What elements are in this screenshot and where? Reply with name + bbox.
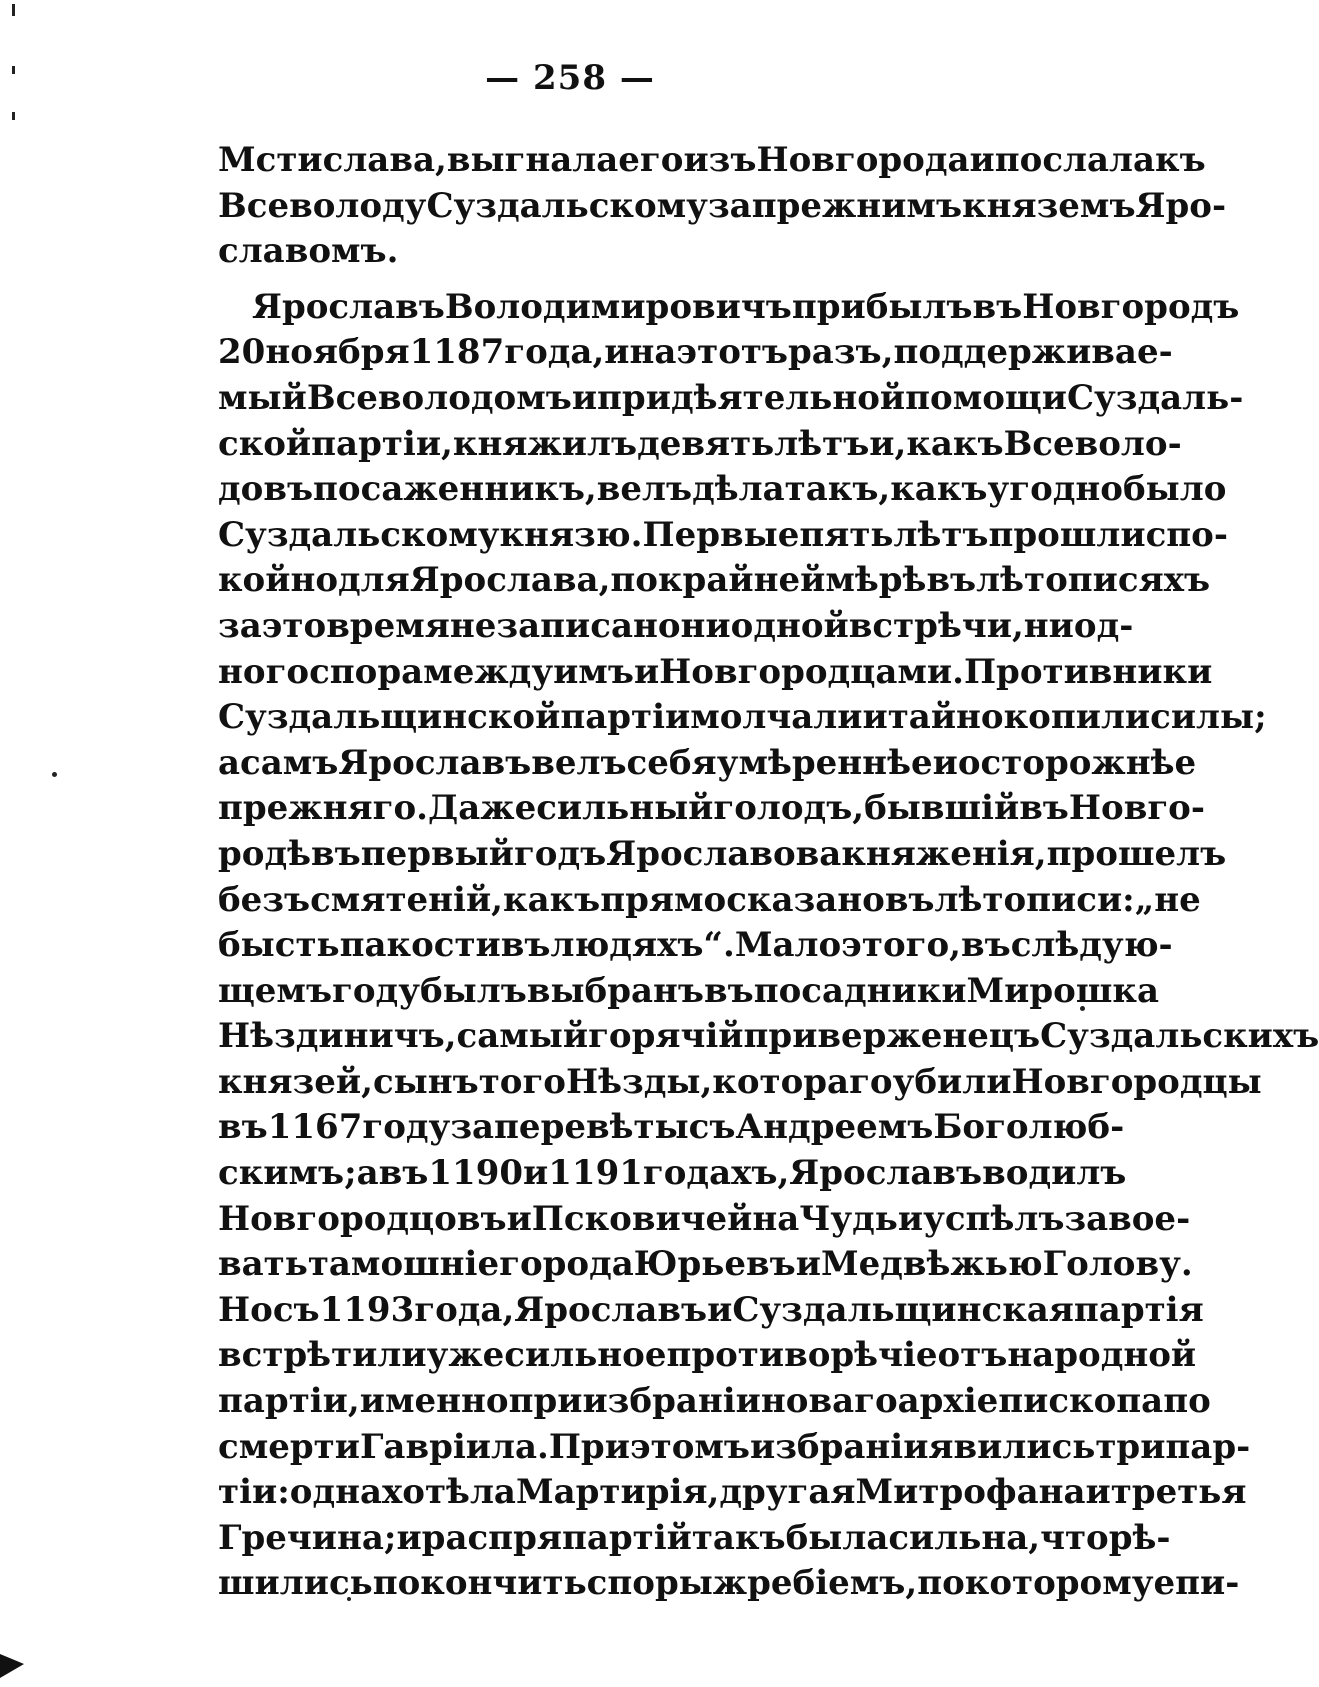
word: году xyxy=(332,970,420,1011)
word: Новгородъ xyxy=(1022,286,1240,327)
word: между xyxy=(423,651,554,692)
word: народной xyxy=(1007,1335,1197,1376)
word: осторожнѣе xyxy=(957,742,1197,783)
text-line xyxy=(218,1561,1240,1607)
word: за xyxy=(450,1107,495,1148)
word: Медвѣжью xyxy=(820,1244,1043,1285)
word: тайно xyxy=(887,697,1004,738)
word: Новгородцы xyxy=(1011,1061,1262,1102)
word: для xyxy=(338,560,410,601)
word: года, xyxy=(504,332,605,373)
word: 20 xyxy=(218,332,266,373)
word: шились xyxy=(218,1563,373,1604)
word: при xyxy=(508,1381,583,1422)
word: на xyxy=(629,332,677,373)
word: какъ xyxy=(906,423,1004,464)
word: сильный xyxy=(536,788,714,829)
text-line xyxy=(218,786,1205,832)
word: княжилъ xyxy=(452,423,638,464)
text-line xyxy=(218,1105,1125,1151)
word: Ярославъ xyxy=(252,286,445,327)
text-line xyxy=(218,330,1173,376)
text-line xyxy=(218,832,1227,878)
text-line xyxy=(218,467,1227,513)
word: лѣтъ xyxy=(774,423,870,464)
word: разъ, xyxy=(788,332,894,373)
word: сынъ xyxy=(372,1061,479,1102)
word: и xyxy=(396,1517,422,1558)
text-line xyxy=(218,422,1182,468)
word: сильна, xyxy=(888,1517,1041,1558)
word: какъ xyxy=(890,469,988,510)
text-line xyxy=(218,650,1213,696)
word: партіи, xyxy=(311,423,453,464)
word: самъ xyxy=(240,742,339,783)
word: и xyxy=(571,377,598,418)
word: князей, xyxy=(218,1061,373,1102)
word: молчали xyxy=(690,697,863,738)
word: прежнимъ xyxy=(751,185,963,226)
word: сказано xyxy=(726,879,885,920)
text-line xyxy=(218,1197,1191,1243)
word: и xyxy=(506,1198,532,1239)
text-line xyxy=(218,923,1173,969)
text-line xyxy=(218,184,1227,230)
word: поддерживае- xyxy=(893,332,1173,373)
word: на xyxy=(752,1198,800,1239)
word: Яро- xyxy=(1135,185,1227,226)
text-line xyxy=(218,695,1267,741)
word: и xyxy=(1085,1472,1111,1513)
word: девять xyxy=(637,423,775,464)
word: встрѣтили xyxy=(218,1335,427,1376)
word: скимъ; xyxy=(218,1153,357,1194)
word: Чудь xyxy=(799,1198,898,1239)
word: изъ xyxy=(683,140,757,180)
word: тіи: xyxy=(218,1472,290,1513)
word: Всеволоду xyxy=(218,185,427,226)
word: и xyxy=(633,651,660,692)
word: угодно xyxy=(987,469,1123,510)
word: Суздальскихъ xyxy=(1040,1016,1319,1057)
word: водилъ xyxy=(982,1153,1127,1194)
word: избраніи xyxy=(750,1426,929,1467)
word: въ xyxy=(960,925,1011,966)
word: Ярославъ xyxy=(789,1153,983,1194)
word: имъ xyxy=(553,651,634,692)
word: Суздальскому xyxy=(426,185,708,226)
word: и xyxy=(969,140,995,180)
word: и xyxy=(795,1244,821,1285)
word: силы; xyxy=(1150,697,1267,738)
word: завое- xyxy=(1064,1198,1191,1239)
word: лѣтъ xyxy=(893,514,989,555)
word: уже xyxy=(426,1335,505,1376)
word: того xyxy=(478,1061,566,1102)
word: родѣ xyxy=(218,833,312,874)
word: крайней xyxy=(658,560,826,601)
word: и xyxy=(707,1289,733,1330)
word: смерти xyxy=(218,1426,360,1467)
word: пакости xyxy=(339,925,501,966)
word: и xyxy=(862,697,888,738)
word: время xyxy=(326,605,450,646)
word: этомъ xyxy=(629,1426,750,1467)
word: съ xyxy=(688,1107,736,1148)
word: безъ xyxy=(218,879,311,920)
word: Мирошка xyxy=(966,970,1159,1011)
word: въ xyxy=(378,1153,429,1194)
text-line xyxy=(218,878,1201,924)
word: противорѣчіе xyxy=(666,1335,938,1376)
word: годъ xyxy=(513,833,607,874)
word: при xyxy=(597,377,671,418)
word: Андреемъ xyxy=(735,1107,934,1148)
word: и xyxy=(604,332,630,373)
word: третья xyxy=(1110,1472,1247,1513)
word: прежняго. xyxy=(218,788,428,829)
word: помощи xyxy=(905,377,1067,418)
word: вать xyxy=(218,1244,308,1285)
word: сильное xyxy=(504,1335,667,1376)
word: Новго- xyxy=(1068,788,1205,829)
word: славомъ. xyxy=(218,231,399,272)
text-line xyxy=(218,558,1211,604)
page-corner-marker xyxy=(0,1654,24,1678)
word: прошли xyxy=(988,514,1146,555)
word: Первые xyxy=(642,514,800,555)
word: году xyxy=(362,1107,451,1148)
text-line xyxy=(218,604,1134,650)
word: по xyxy=(610,560,658,601)
word: приверженецъ xyxy=(743,1016,1041,1057)
word: и xyxy=(523,1153,549,1194)
word: не xyxy=(449,605,497,646)
word: Суздаль- xyxy=(1066,377,1244,418)
word: по xyxy=(1163,1381,1211,1422)
word: города xyxy=(499,1244,634,1285)
word: въ xyxy=(884,879,935,920)
word: успѣлъ xyxy=(923,1198,1065,1239)
word: покончить xyxy=(372,1563,587,1604)
scan-mark xyxy=(12,4,15,16)
word: Ярославъ xyxy=(338,742,532,783)
word: а xyxy=(218,742,241,783)
text-line xyxy=(218,1060,1262,1106)
word: къ xyxy=(1155,140,1206,180)
text-line xyxy=(218,741,1197,787)
word: Всеволодомъ xyxy=(306,377,572,418)
word: Но xyxy=(218,1289,273,1330)
word: спора xyxy=(309,651,424,692)
word: дѣла xyxy=(692,469,785,510)
word: Ярославова xyxy=(606,833,842,874)
word: такъ, xyxy=(784,469,891,510)
word: и xyxy=(897,1198,924,1239)
word: одной xyxy=(730,605,849,646)
word: Суздальскому xyxy=(218,514,500,555)
word: это xyxy=(261,605,327,646)
word: послала xyxy=(994,140,1156,180)
word: какъ xyxy=(503,879,601,920)
word: три xyxy=(1095,1426,1166,1467)
word: ни xyxy=(680,605,731,646)
body-text xyxy=(218,138,1319,1607)
word: Гречина; xyxy=(218,1517,397,1558)
word: съ xyxy=(272,1289,320,1330)
word: Новгородцовъ xyxy=(218,1198,507,1239)
word: Мало xyxy=(734,925,842,966)
word: партіи xyxy=(560,697,691,738)
word: выбранъ xyxy=(526,970,704,1011)
word: была xyxy=(785,1517,889,1558)
word: партій xyxy=(561,1517,692,1558)
word: велъ xyxy=(596,469,693,510)
text-line xyxy=(218,1014,1319,1060)
word: другая xyxy=(719,1472,856,1513)
word: Нѣздиничъ, xyxy=(218,1016,457,1057)
word: жребіемъ, xyxy=(712,1563,918,1604)
word: избраніи xyxy=(582,1381,761,1422)
word: выгнала xyxy=(446,140,619,180)
word: по xyxy=(917,1563,965,1604)
word: встрѣчи, xyxy=(848,605,1024,646)
word: При xyxy=(548,1426,630,1467)
word: мый xyxy=(218,377,307,418)
text-line xyxy=(218,1242,1193,1288)
text-line xyxy=(218,376,1244,422)
word: именно xyxy=(359,1381,509,1422)
word: Новгорода xyxy=(756,140,970,180)
word: такъ xyxy=(691,1517,786,1558)
word: ного xyxy=(218,651,310,692)
word: ноября xyxy=(265,332,410,373)
word: самый xyxy=(456,1016,589,1057)
word: Мартирія, xyxy=(515,1472,720,1513)
word: довъ xyxy=(218,469,314,510)
word: Всеволо- xyxy=(1003,423,1182,464)
word: Мстислава, xyxy=(218,140,447,180)
word: мѣрѣ xyxy=(825,560,927,601)
word: дѣятельной xyxy=(670,377,906,418)
word: пар- xyxy=(1165,1426,1251,1467)
word: Суздальщинская xyxy=(732,1289,1074,1330)
word: первый xyxy=(360,833,514,874)
word: въ xyxy=(926,560,977,601)
word: княженія, xyxy=(841,833,1047,874)
text-line xyxy=(218,1470,1247,1516)
text-line xyxy=(218,1379,1211,1425)
text-line xyxy=(218,1425,1251,1471)
word: записано xyxy=(496,605,681,646)
word: ни xyxy=(1023,605,1074,646)
word: Противники xyxy=(963,651,1213,692)
word: хотѣла xyxy=(382,1472,516,1513)
word: прошелъ xyxy=(1046,833,1227,874)
word: князю. xyxy=(499,514,643,555)
word: велъ xyxy=(531,742,627,783)
word: новаго xyxy=(760,1381,898,1422)
word: въ xyxy=(972,286,1023,327)
text-line xyxy=(218,1151,1127,1197)
word: бывшій xyxy=(864,788,1020,829)
word: года, xyxy=(414,1289,515,1330)
word: слѣдую- xyxy=(1010,925,1173,966)
word: было xyxy=(1122,469,1227,510)
word: 1191 xyxy=(548,1153,643,1194)
word: былъ xyxy=(420,970,527,1011)
word: и xyxy=(932,742,958,783)
word: умѣреннѣе xyxy=(716,742,933,783)
word: въ xyxy=(311,833,361,874)
text-line xyxy=(218,138,1206,184)
word: спо- xyxy=(1145,514,1228,555)
word: годахъ, xyxy=(642,1153,790,1194)
word: его xyxy=(618,140,684,180)
word: за xyxy=(218,605,262,646)
word: въ xyxy=(500,925,551,966)
word: рѣ- xyxy=(1108,1517,1171,1558)
word: распря xyxy=(421,1517,562,1558)
word: что xyxy=(1040,1517,1109,1558)
word: этотъ xyxy=(676,332,789,373)
text-line xyxy=(218,1516,1171,1562)
word: партіи, xyxy=(218,1381,360,1422)
word: посадники xyxy=(753,970,967,1011)
text-line xyxy=(218,513,1228,559)
word: 1167 xyxy=(267,1107,363,1148)
word: убили xyxy=(892,1061,1012,1102)
word: бысть xyxy=(218,925,340,966)
word: ской xyxy=(218,423,312,464)
word: которому xyxy=(964,1563,1154,1604)
word: Голову. xyxy=(1042,1244,1193,1285)
word: Митрофана xyxy=(855,1472,1086,1513)
word: прибылъ xyxy=(791,286,973,327)
word: Боголюб- xyxy=(933,1107,1125,1148)
word: смятеній, xyxy=(310,879,504,920)
word: а xyxy=(356,1153,379,1194)
word: Суздальщинской xyxy=(218,697,561,738)
word: перевѣты xyxy=(494,1107,689,1148)
text-line xyxy=(218,229,1096,275)
word: тамошніе xyxy=(307,1244,500,1285)
word: партія xyxy=(1073,1289,1204,1330)
word: архіепископа xyxy=(897,1381,1164,1422)
word: явились xyxy=(928,1426,1096,1467)
word: этого, xyxy=(841,925,961,966)
word: койно xyxy=(218,560,339,601)
word: горячій xyxy=(588,1016,744,1057)
text-line xyxy=(218,969,1159,1015)
word: голодъ, xyxy=(713,788,865,829)
word: и, xyxy=(869,423,907,464)
word: „не xyxy=(1134,879,1201,920)
word: 1187 xyxy=(409,332,505,373)
word: 1190 xyxy=(428,1153,524,1194)
word: лѣтописи: xyxy=(934,879,1135,920)
word: копили xyxy=(1003,697,1151,738)
word: въ xyxy=(703,970,754,1011)
word: одна xyxy=(289,1472,383,1513)
text-line xyxy=(218,1288,1204,1334)
word: Юрьевъ xyxy=(633,1244,796,1285)
word: Ярославъ xyxy=(514,1289,708,1330)
text-line xyxy=(218,1333,1197,1379)
word: людяхъ“. xyxy=(550,925,735,966)
scan-mark xyxy=(12,112,15,120)
page-number: — 258 — xyxy=(485,58,655,98)
word: посаженникъ, xyxy=(313,469,597,510)
word: споры xyxy=(586,1563,713,1604)
word: котораго xyxy=(712,1061,893,1102)
word: Нѣзды, xyxy=(565,1061,713,1102)
word: въ xyxy=(218,1107,268,1148)
word: отъ xyxy=(937,1335,1008,1376)
word: Володимировичъ xyxy=(444,286,792,327)
word: лѣтописяхъ xyxy=(976,560,1211,601)
word: епи- xyxy=(1153,1563,1240,1604)
word: княземъ xyxy=(962,185,1136,226)
word: 1193 xyxy=(319,1289,415,1330)
word: од- xyxy=(1073,605,1134,646)
scan-speck xyxy=(52,772,57,777)
word: за xyxy=(707,185,752,226)
word: Новгородцами. xyxy=(659,651,964,692)
word: Псковичей xyxy=(531,1198,753,1239)
word: прямо xyxy=(600,879,727,920)
word: пять xyxy=(799,514,894,555)
word: щемъ xyxy=(218,970,333,1011)
word: Гавріила. xyxy=(359,1426,549,1467)
word: себя xyxy=(626,742,717,783)
word: Ярослава, xyxy=(409,560,611,601)
word: въ xyxy=(1019,788,1069,829)
text-line xyxy=(218,285,1240,331)
word: Даже xyxy=(427,788,537,829)
